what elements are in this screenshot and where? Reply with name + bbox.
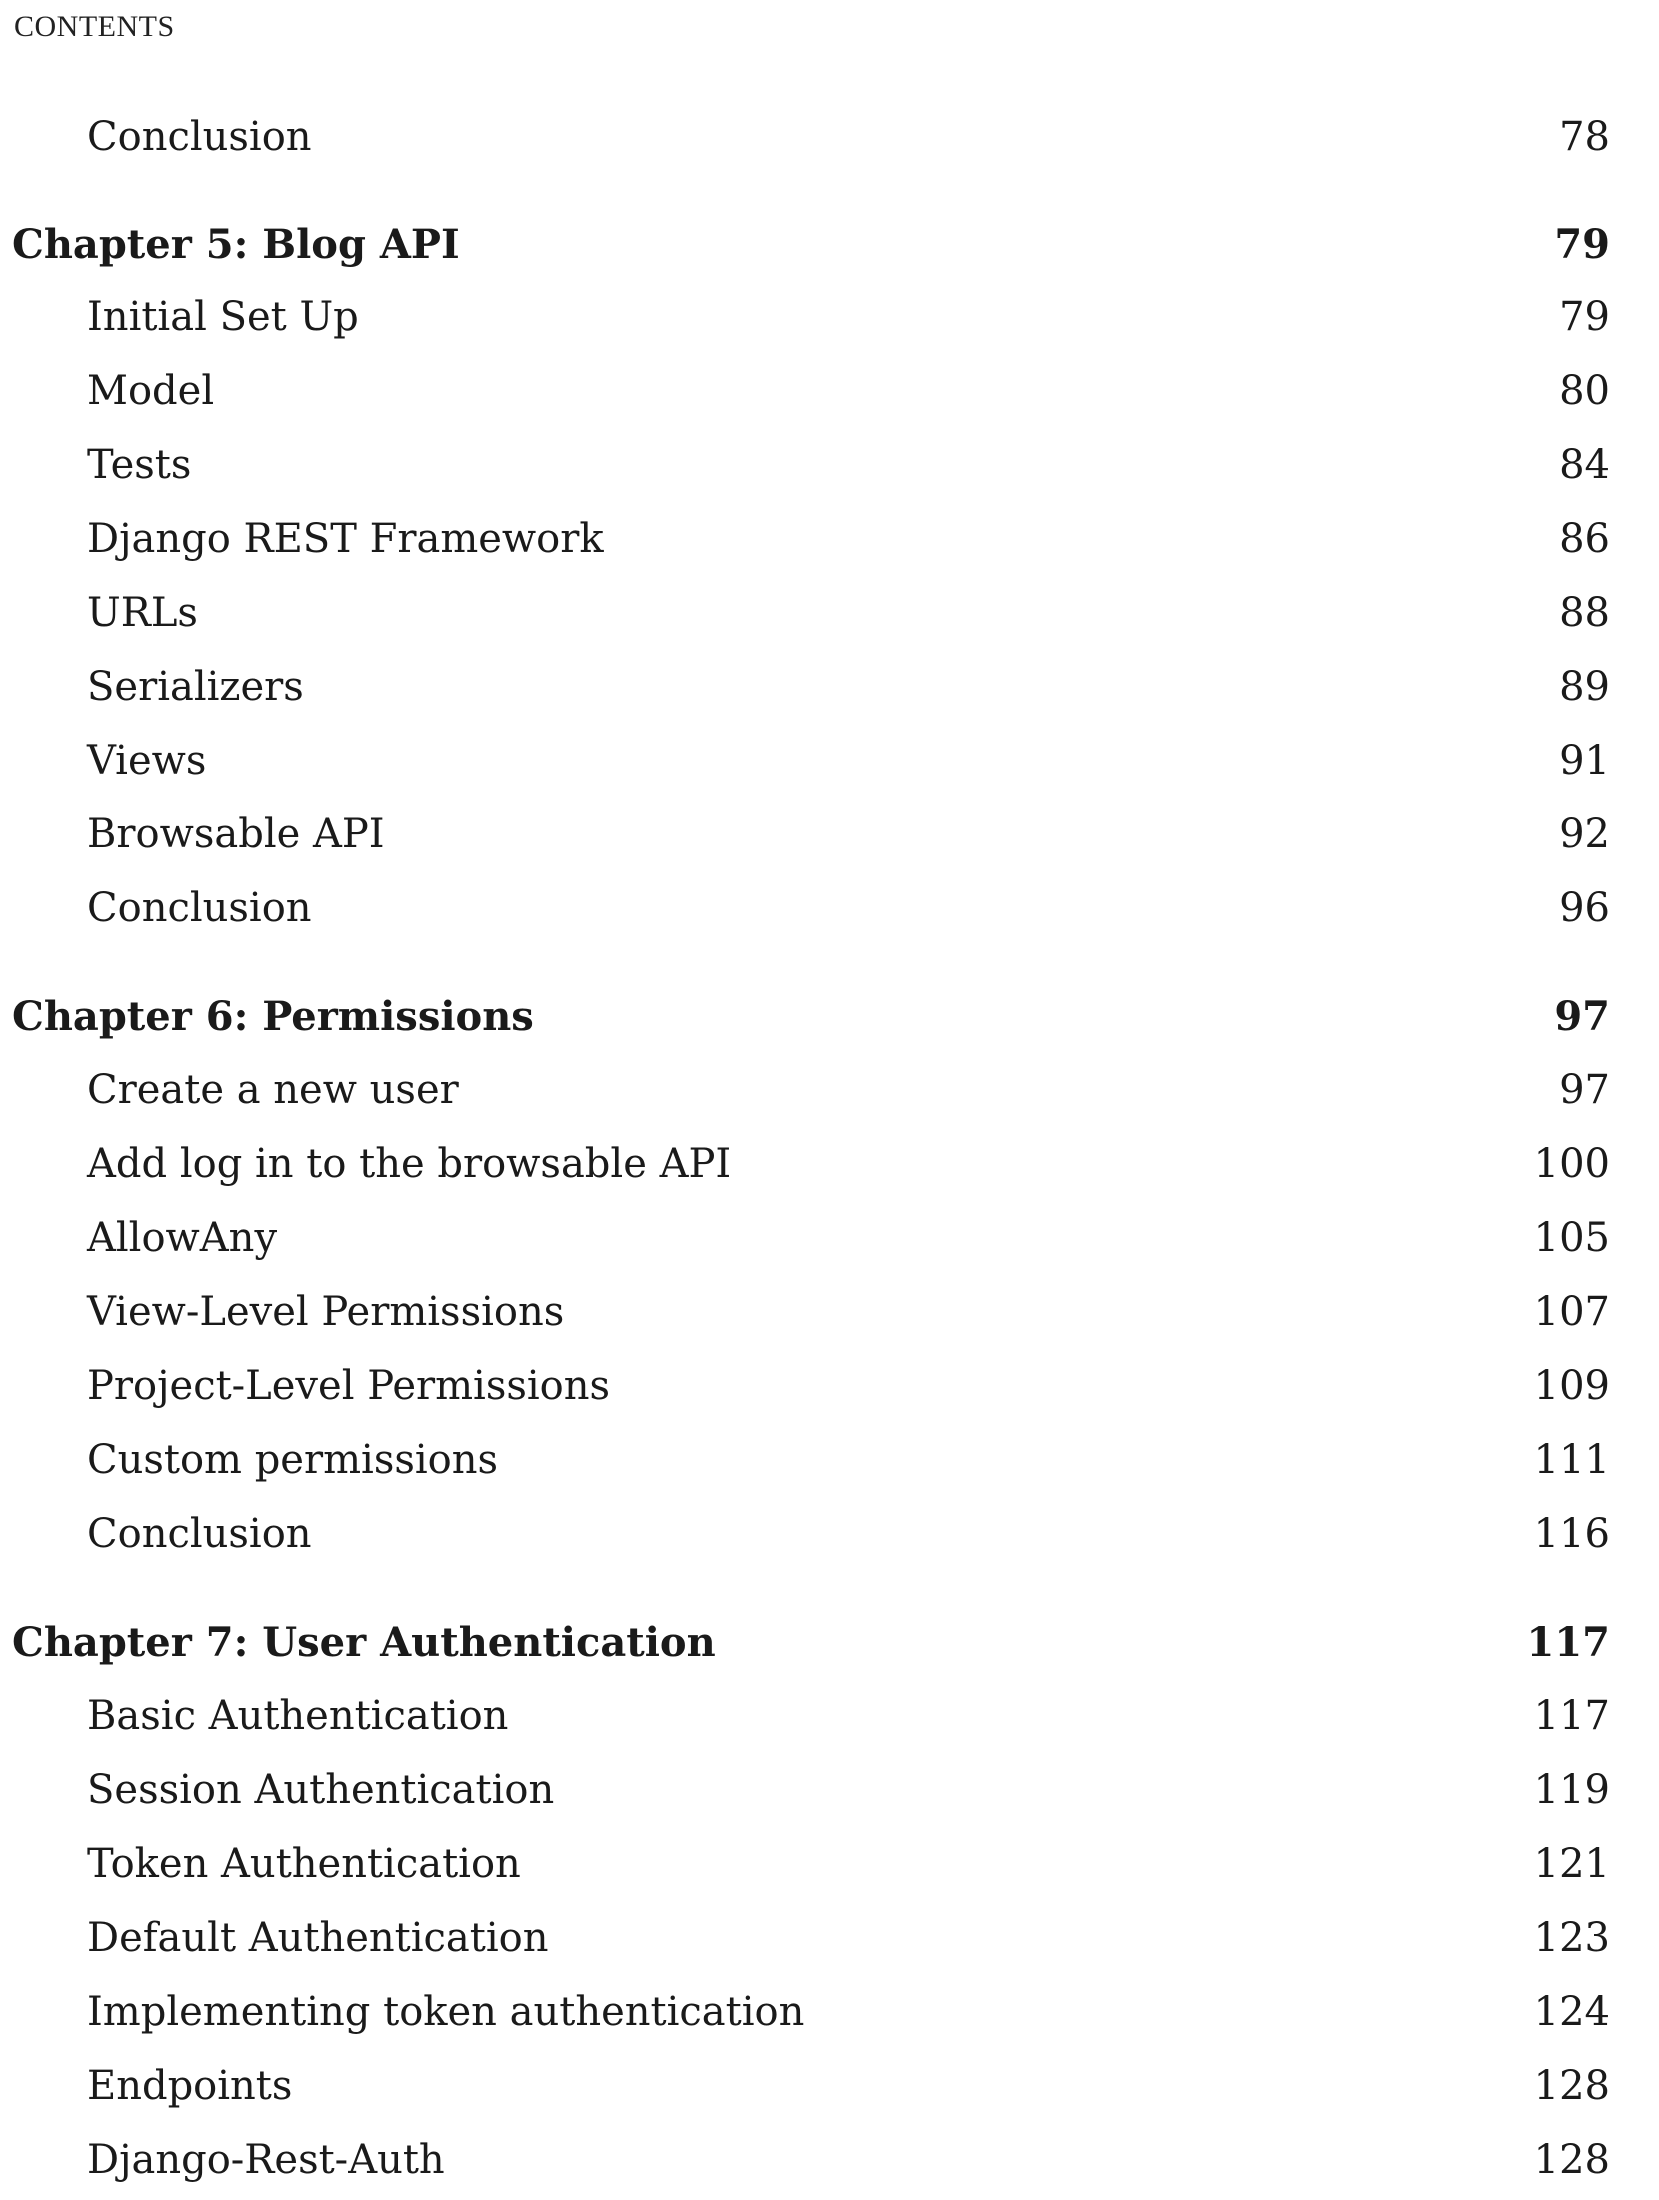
toc-section-row[interactable] [0,1685,1659,1745]
toc-entry-title: Endpoints [87,2063,293,2109]
toc-chapter-row[interactable] [0,985,1659,1045]
toc-entry-page: 78 [1559,114,1610,160]
toc-entry-page: 121 [1533,1841,1610,1887]
toc-chapter-row[interactable] [0,213,1659,273]
toc-section-row[interactable] [0,582,1659,642]
toc-section-row[interactable] [0,1981,1659,2041]
toc-entry-page: 111 [1533,1437,1610,1483]
toc-entry-title: Serializers [87,664,304,710]
toc-section-row[interactable] [0,1059,1659,1119]
toc-section-row[interactable] [0,434,1659,494]
toc-entry-title: URLs [87,590,198,636]
toc-section-row[interactable] [0,656,1659,716]
toc-entry-page: 107 [1533,1289,1610,1335]
toc-entry-page: 116 [1533,1511,1610,1557]
toc-entry-page: 128 [1533,2137,1610,2183]
toc-section-row[interactable] [0,2055,1659,2115]
toc-section-row[interactable] [0,730,1659,790]
toc-entry-title: Django-Rest-Auth [87,2137,445,2183]
toc-entry-page: 96 [1559,885,1610,931]
toc-entry-title: Session Authentication [87,1767,555,1813]
toc-entry-page: 89 [1559,664,1610,710]
toc-entry-title: Model [87,368,215,414]
toc-entry-title: Tests [87,442,192,488]
toc-entry-title: Add log in to the browsable API [87,1141,732,1187]
toc-entry-title: Conclusion [87,114,312,160]
toc-entry-page: 88 [1559,590,1610,636]
toc-section-row[interactable] [0,1207,1659,1267]
toc-entry-page: 123 [1533,1915,1610,1961]
toc-entry-title: Custom permissions [87,1437,499,1483]
toc-section-row[interactable] [0,286,1659,346]
toc-entry-page: 86 [1559,516,1610,562]
toc-chapter-page: 117 [1526,1619,1610,1666]
toc-entry-title: Token Authentication [87,1841,521,1887]
toc-chapter-title: Chapter 5: Blog API [12,221,460,268]
toc-entry-page: 109 [1533,1363,1610,1409]
toc-chapter-title: Chapter 7: User Authentication [12,1619,716,1666]
running-header: CONTENTS [14,10,175,43]
toc-section-row[interactable] [0,106,1659,166]
toc-entry-title: Django REST Framework [87,516,604,562]
toc-entry-page: 119 [1533,1767,1610,1813]
toc-chapter-title: Chapter 6: Permissions [12,993,534,1040]
toc-section-row[interactable] [0,1133,1659,1193]
toc-entry-title: Implementing token authentication [87,1989,805,2035]
toc-entry-title: AllowAny [87,1215,278,1261]
toc-entry-title: Conclusion [87,885,312,931]
toc-entry-page: 92 [1559,811,1610,857]
toc-chapter-page: 97 [1554,993,1610,1040]
toc-entry-page: 105 [1533,1215,1610,1261]
toc-entry-title: Default Authentication [87,1915,549,1961]
toc-section-row[interactable] [0,1833,1659,1893]
toc-entry-title: View-Level Permissions [87,1289,565,1335]
toc-entry-page: 79 [1559,294,1610,340]
toc-entry-page: 80 [1559,368,1610,414]
toc-section-row[interactable] [0,360,1659,420]
toc-entry-page: 128 [1533,2063,1610,2109]
toc-section-row[interactable] [0,1355,1659,1415]
toc-section-row[interactable] [0,1907,1659,1967]
toc-entry-page: 124 [1533,1989,1610,2035]
toc-entry-title: Browsable API [87,811,385,857]
toc-entry-title: Conclusion [87,1511,312,1557]
toc-entry-page: 91 [1559,738,1610,784]
toc-section-row[interactable] [0,1429,1659,1489]
toc-entry-page: 97 [1559,1067,1610,1113]
toc-entry-page: 84 [1559,442,1610,488]
toc-section-row[interactable] [0,2129,1659,2189]
toc-section-row[interactable] [0,877,1659,937]
toc-entry-page: 100 [1533,1141,1610,1187]
toc-entry-title: Views [87,738,207,784]
toc-entry-page: 117 [1533,1693,1610,1739]
toc-chapter-page: 79 [1554,221,1610,268]
toc-section-row[interactable] [0,508,1659,568]
toc-section-row[interactable] [0,1759,1659,1819]
toc-entry-title: Create a new user [87,1067,459,1113]
toc-section-row[interactable] [0,1281,1659,1341]
toc-section-row[interactable] [0,1503,1659,1563]
toc-entry-title: Project-Level Permissions [87,1363,611,1409]
toc-entry-title: Basic Authentication [87,1693,509,1739]
toc-section-row[interactable] [0,803,1659,863]
toc-entry-title: Initial Set Up [87,294,359,340]
toc-chapter-row[interactable] [0,1611,1659,1671]
